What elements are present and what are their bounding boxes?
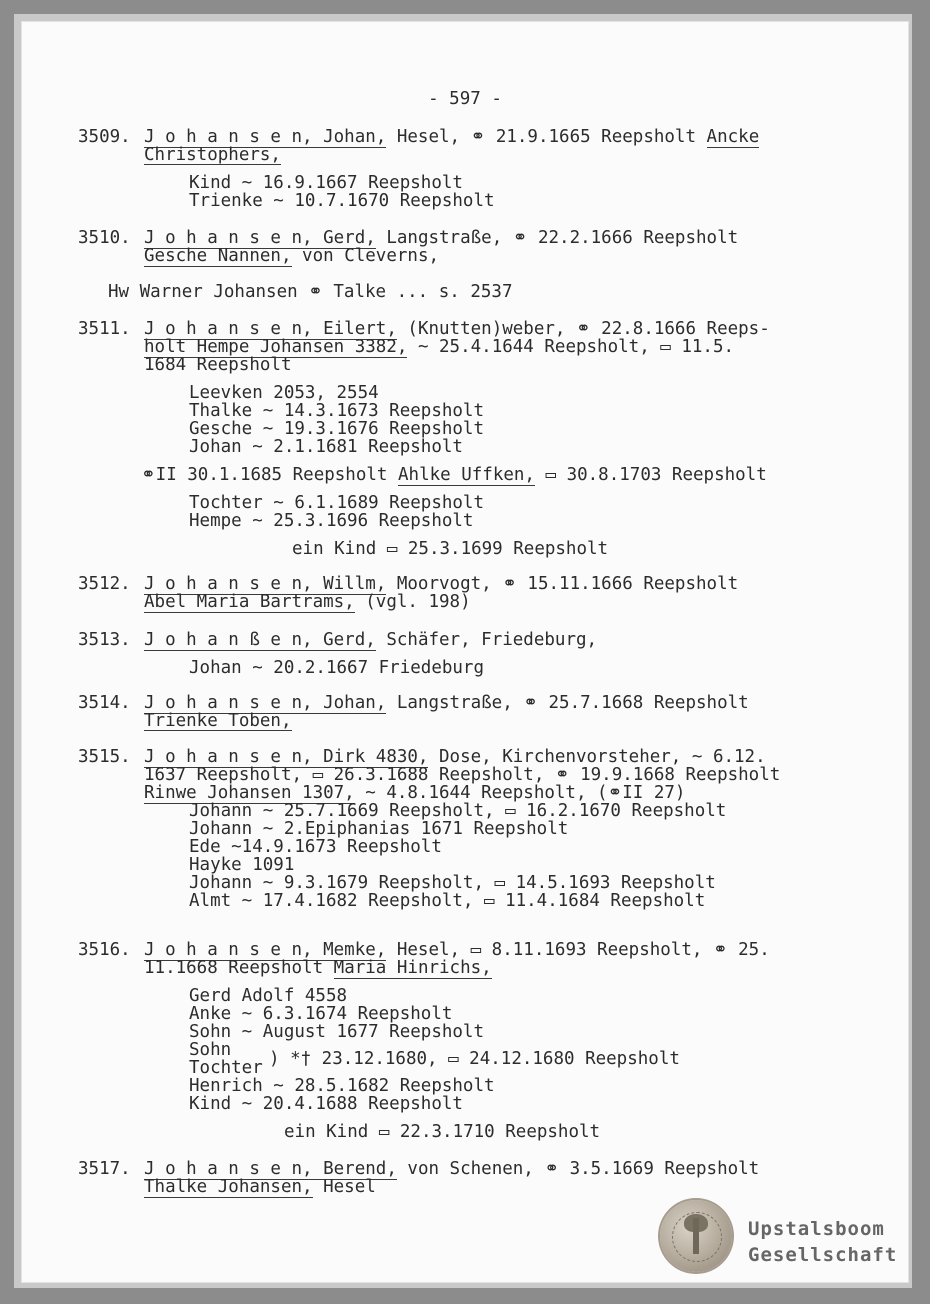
- child-line: Johan ~ 2.1.1681 Reepsholt: [189, 437, 463, 457]
- spouse-name: Ahlke Uffken,: [398, 465, 535, 485]
- child-line: Anke ~ 6.3.1674 Reepsholt: [189, 1004, 453, 1024]
- entry-3512: 3512. J o h a n s e n, Willm, Moorvogt, ⚭ 15.11.1666 Reepsholt Abel Maria Bartrams, (vgl. 198): [78, 574, 739, 612]
- child-line: Kind ~ 16.9.1667 Reepsholt: [189, 173, 463, 193]
- entry-3513: 3513. J o h a n ß e n, Gerd, Schäfer, Friedeburg, Johan ~ 20.2.1667 Friedeburg: [78, 630, 598, 678]
- child-line: Gesche ~ 19.3.1676 Reepsholt: [189, 419, 485, 439]
- page-number: - 597 -: [428, 89, 502, 109]
- child-line: Johan ~ 20.2.1667 Friedeburg: [189, 658, 485, 678]
- second-marriage: ⚭II 30.1.1685 Reepsholt: [141, 465, 398, 485]
- child-line: Kind ~ 20.4.1688 Reepsholt: [189, 1094, 463, 1114]
- watermark-text: Upstalsboom Gesellschaft: [748, 1218, 898, 1266]
- child-line: Thalke ~ 14.3.1673 Reepsholt: [189, 401, 485, 421]
- person-name: J o h a n s e n, Johan,: [144, 127, 387, 147]
- entry-number: 3516.: [78, 940, 131, 960]
- child-line: Johann ~ 9.3.1679 Reepsholt, ▭ 14.5.1693 Reepsholt: [189, 873, 716, 893]
- child-line: Trienke ~ 10.7.1670 Reepsholt: [189, 191, 495, 211]
- hw-line: Hw Warner Johansen ⚭ Talke ... s. 2537: [108, 282, 513, 302]
- extra-line: ein Kind ▭ 22.3.1710 Reepsholt: [284, 1122, 601, 1142]
- child-line: Henrich ~ 28.5.1682 Reepsholt: [189, 1076, 495, 1096]
- person-name: J o h a n s e n, Willm,: [144, 574, 387, 594]
- entry-3517: 3517. J o h a n s e n, Berend, von Schenen, ⚭ 3.5.1669 Reepsholt Thalke Johansen, Hesel: [78, 1159, 760, 1197]
- person-name: J o h a n ß e n, Gerd,: [144, 630, 376, 650]
- entry-number: 3511.: [78, 319, 131, 339]
- spouse-name: Thalke Johansen,: [144, 1177, 313, 1197]
- entry-3516: 3516. J o h a n s e n, Memke, Hesel, ▭ 8.11.1693 Reepsholt, ⚭ 25. 11.1668 Reepsholt Maria Hinrichs, Gerd Adolf 4558 Anke ~ 6.3.1674 Reepsholt Sohn ~ August 1677 Reepsholt Sohn Tochter ) *† 23.12.1680, ▭ 24.12.1680 Reepsholt Henrich ~ 28.5.1682 Reepsholt Kind ~ 20.4.1688 Reepsholt ein Kind ▭ 22.3.1710 Reepsholt: [78, 940, 770, 1142]
- spouse-name: Ancke: [706, 127, 760, 147]
- entry-3511: 3511. J o h a n s e n, Eilert, (Knutten)weber, ⚭ 22.8.1666 Reeps- holt Hempe Johansen 3382, ~ 25.4.1644 Reepsholt, ▭ 11.5. 1684 Reepsholt Leevken 2053, 2554 Thalke ~ 14.3.1673 Reepsholt Gesche ~ 19.3.1676 Reepsholt Johan ~ 2.1.1681 Reepsholt ⚭II 30.1.1685 Reepsholt Ahlke Uffken, ▭ 30.8.1703 Reepsholt Tochter ~ 6.1.1689 Reepsholt Hempe ~ 25.3.1696 Reepsholt ein Kind ▭ 25.3.1699 Reepsholt: [78, 319, 770, 559]
- child-line: Leevken 2053, 2554: [189, 383, 379, 403]
- person-name: J o h a n s e n, Eilert,: [144, 319, 397, 339]
- child-line: Johann ~ 25.7.1669 Reepsholt, ▭ 16.2.1670 Reepsholt: [189, 801, 727, 821]
- extra-line: ein Kind ▭ 25.3.1699 Reepsholt: [292, 539, 609, 559]
- entry-3514: 3514. J o h a n s e n, Johan, Langstraße, ⚭ 25.7.1668 Reepsholt Trienke Toben,: [78, 693, 749, 731]
- person-name: J o h a n s e n, Johan,: [144, 693, 387, 713]
- entry-number: 3515.: [78, 747, 131, 767]
- entry-number: 3513.: [78, 630, 131, 650]
- entry-number: 3514.: [78, 693, 131, 713]
- entry-3510: 3510. J o h a n s e n, Gerd, Langstraße, ⚭ 22.2.1666 Reepsholt Gesche Nannen, von Cleverns, Hw Warner Johansen ⚭ Talke ... s. 2537: [78, 228, 739, 302]
- child-line: Sohn ~ August 1677 Reepsholt: [189, 1022, 485, 1042]
- spouse-name: Christophers,: [144, 145, 281, 165]
- child-line: Gerd Adolf 4558: [189, 986, 348, 1006]
- spouse-name: Abel Maria Bartrams,: [144, 592, 355, 612]
- child-line: Ede ~14.9.1673 Reepsholt: [189, 837, 442, 857]
- child-line: Hayke 1091: [189, 855, 295, 875]
- person-name: J o h a n s e n, Dirk 4830,: [144, 747, 429, 767]
- entry-number: 3510.: [78, 228, 131, 248]
- entry-number: 3512.: [78, 574, 131, 594]
- spouse-name: Maria Hinrichs,: [333, 958, 492, 978]
- child-line: Hempe ~ 25.3.1696 Reepsholt: [189, 511, 474, 531]
- entry-3515: 3515. J o h a n s e n, Dirk 4830, Dose, Kirchenvorsteher, ~ 6.12. 1637 Reepsholt, ▭ 26.3.1688 Reepsholt, ⚭ 19.9.1668 Reepsholt Rinwe Johansen 1307, ~ 4.8.1644 Reepsholt, (⚭II 27) Johann ~ 25.7.1669 Reepsholt, ▭ 16.2.1670 Reepsholt Johann ~ 2.Epiphanias 1671 Reepsholt Ede ~14.9.1673 Reepsholt Hayke 1091 Johann ~ 9.3.1679 Reepsholt, ▭ 14.5.1693 Reepsholt Almt ~ 17.4.1682 Reepsholt, ▭ 11.4.1684 Reepsholt: [78, 747, 781, 911]
- spouse-name: holt Hempe Johansen 3382,: [144, 337, 408, 357]
- entry-number: 3517.: [78, 1159, 131, 1179]
- child-line: Tochter ~ 6.1.1689 Reepsholt: [189, 493, 485, 513]
- spouse-name: Rinwe Johansen 1307,: [144, 783, 355, 803]
- person-name: J o h a n s e n, Gerd,: [144, 228, 376, 248]
- person-name: J o h a n s e n, Berend,: [144, 1159, 397, 1179]
- child-line: Almt ~ 17.4.1682 Reepsholt, ▭ 11.4.1684 Reepsholt: [189, 891, 706, 911]
- entry-3509: 3509. J o h a n s e n, Johan, Hesel, ⚭ 21.9.1665 Reepsholt Ancke Christophers, Kind ~ 16.9.1667 Reepsholt Trienke ~ 10.7.1670 Reepsholt: [78, 127, 760, 211]
- entry-number: 3509.: [78, 127, 131, 147]
- seal-icon: [660, 1200, 732, 1272]
- child-line: Johann ~ 2.Epiphanias 1671 Reepsholt: [189, 819, 569, 839]
- spouse-name: Gesche Nannen,: [144, 246, 292, 266]
- spouse-name: Trienke Toben,: [144, 711, 292, 731]
- person-name: J o h a n s e n, Memke,: [144, 940, 387, 960]
